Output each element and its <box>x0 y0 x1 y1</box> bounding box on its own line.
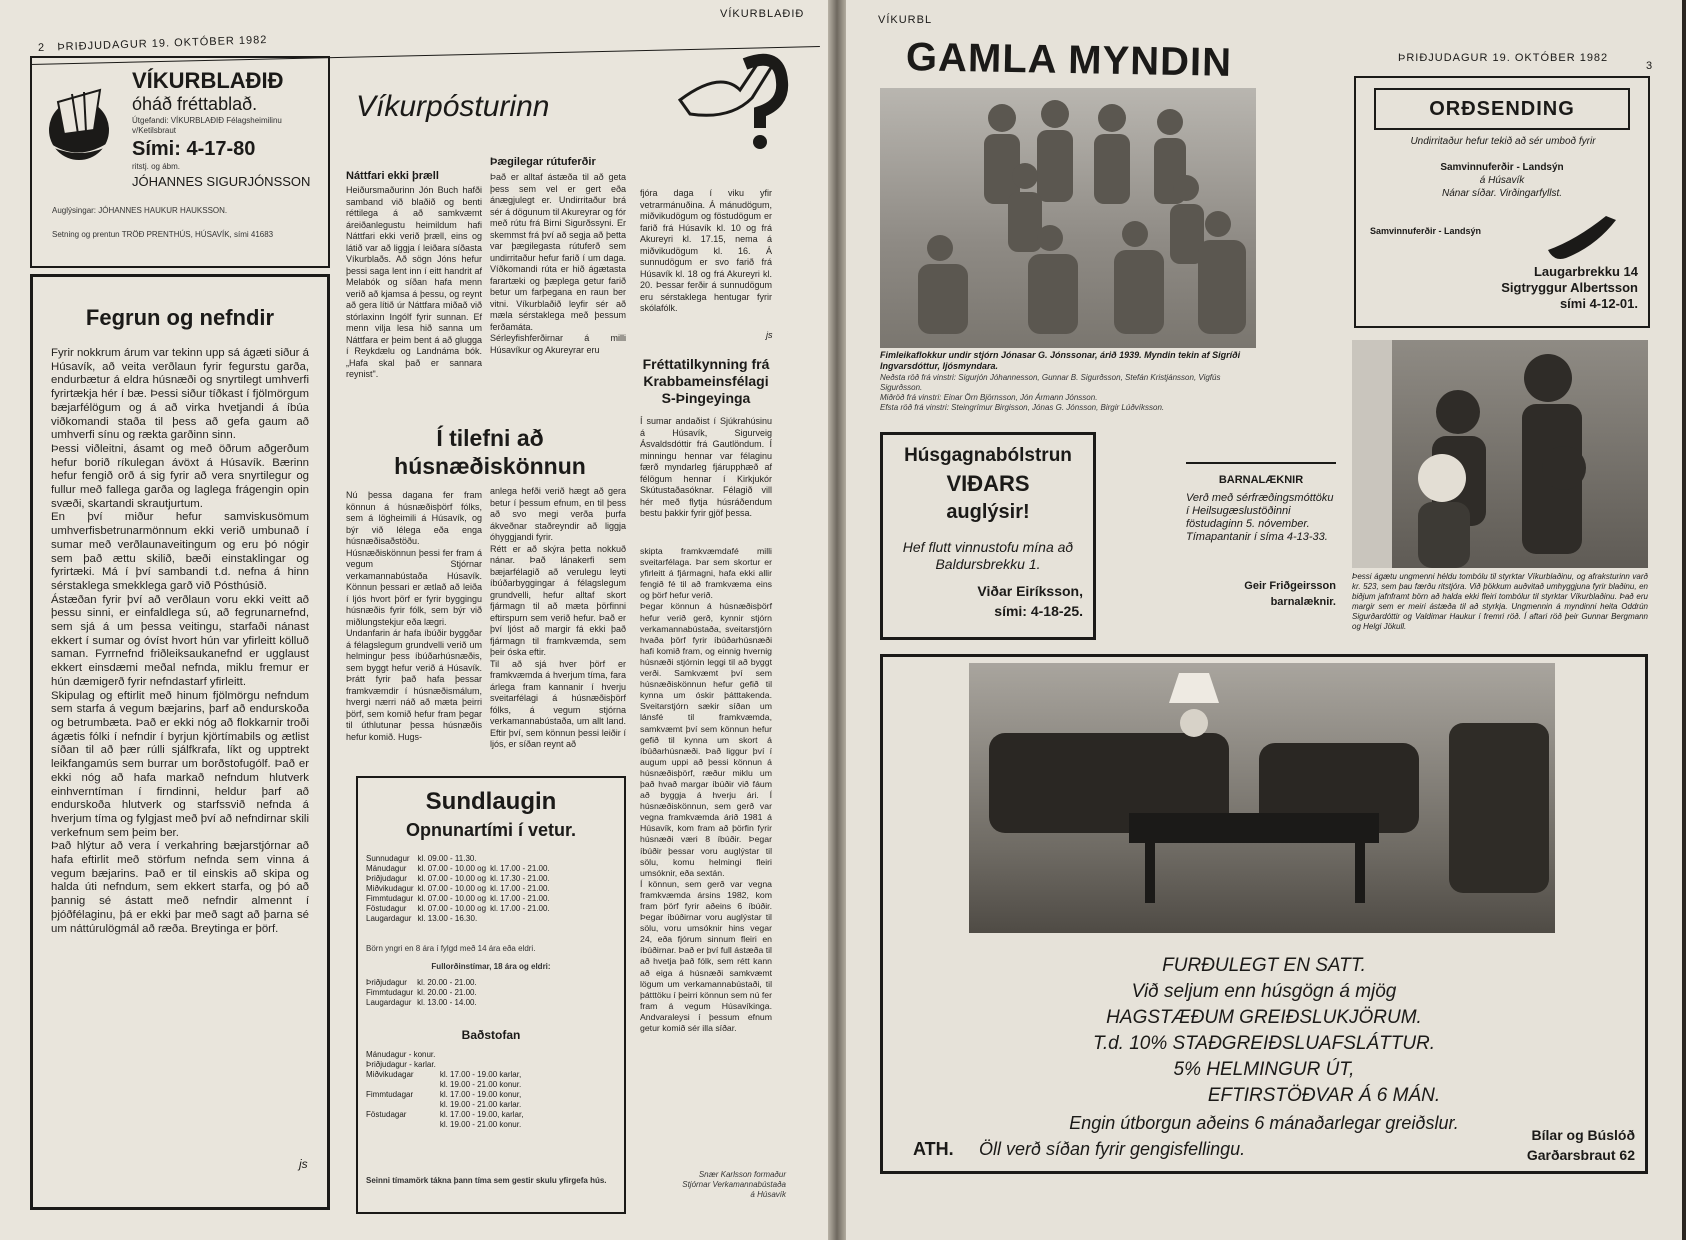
barnalaeknir-title: BARNALÆKNIR <box>1218 474 1304 486</box>
schedule-row <box>366 1090 527 1100</box>
schedule-row <box>366 914 554 924</box>
masthead-box <box>30 56 330 268</box>
schedule-cell-t2: kl. 17.00 - 21.00. <box>490 904 550 913</box>
right-newspaper-page <box>846 0 1682 1240</box>
rutuferdir-title: Þægilegar rútuferðir <box>490 156 596 168</box>
schedule-row <box>366 1080 527 1090</box>
ordsending-title-frame <box>1374 88 1630 130</box>
schedule-row <box>366 998 481 1008</box>
schedule-cell-t1: kl. 07.00 - 10.00 og <box>417 874 487 883</box>
nattfari-body: Heiðursmaðurinn Jón Buch hafði samband við blaðið og benti réttilega á að samkvæmt áreiðanlegustu heimildum hafi Náttfari ekki verið þræll, eins og látið var að liggja í leiðara síðasta Víkurblaðs. Að sögn Jóns hefur þessi saga lent inn í eitt handrit af Melabók og síðan hafa menn verið að kjamsa á þessu, og reynt að gera lítið úr Náttfara miðað við stórlaxinn Ingólf fyrir sunnan. Ef menn vilja lesa hið sanna um Náttfara er þeim bent á að glugga í Reykdælu og Landnáma bók. „Hafa skal það er sannara reynist". <box>346 185 482 379</box>
ad-line7: Engin útborgun aðeins 6 mánaðarlegar greiðslur. <box>1069 1113 1459 1133</box>
ad-ath-text: Öll verð síðan fyrir gengisfellingu. <box>979 1139 1246 1159</box>
swoosh-logo-icon <box>1546 206 1618 262</box>
left-header-date: ÞRIÐJUDAGUR 19. OKTÓBER 1982 <box>57 33 268 54</box>
ad-line4: T.d. 10% STAÐGREIÐSLUAFSLÁTTUR. <box>1092 1033 1436 1054</box>
schedule-cell-t2: kl. 17.00 - 21.00. <box>490 894 550 903</box>
husgagna-body: Hef flutt vinnustofu mína að Baldursbrekku 1. <box>902 539 1074 572</box>
viking-ship-logo <box>38 72 120 164</box>
schedule-row <box>366 988 481 998</box>
krabbamein-body: Í sumar andaðist í Sjúkrahúsinu á Húsavík, Sigurveig Ásvaldsdóttir frá Gautlöndum. Í minningu hennar var félaginu færð myndarleg fjárupphæð af félögum hennar í Kirkjukór Skútustaðasóknar. Félagið vill hér með flytja húsráðendum bestu þakkir fyrir gjöf þessa. <box>640 416 772 518</box>
schedule-row <box>366 1110 527 1120</box>
sofa-set-illustration <box>969 663 1555 933</box>
schedule-cell-t2: kl. 17.30 - 21.00. <box>490 874 550 883</box>
schedule-cell-day: Mánudagur <box>366 864 407 873</box>
schedule-row <box>366 894 554 904</box>
editorial-box <box>30 274 330 1210</box>
ordsending-brand: Samvinnuferðir - Landsýn <box>1370 226 1482 236</box>
children-silhouettes <box>1352 340 1648 568</box>
rutuferdir-continued: fjóra daga í viku yfir vetrarmánuðina. Á mánudögum, miðvikudögum og föstudögum er farið frá Húsavík kl. 10 og frá Akureyri kl. 17.15, nema á miðvikudögum kl. 16. Á sunnudögum er svo farið frá Húsavík kl. 18 og frá Akureyri kl. 20. Þessar ferðir á sunnudögum eru sérstaklega hentugar fyrir skólafólk. <box>640 188 772 313</box>
nattfari-title: Náttfari ekki þræll <box>346 170 439 182</box>
horn-question-icon <box>660 50 800 150</box>
schedule-cell-t1: kl. 13.00 - 14.00. <box>417 998 477 1007</box>
schedule-cell-day <box>366 1120 440 1130</box>
ordsending-address: Laugarbrekku 14 <box>1533 264 1638 279</box>
right-header-paper: VÍKURBL <box>878 14 933 26</box>
barnalaeknir-body: Verð með sérfræðingsmóttöku í Heilsugæslustöðinni föstudaginn 5. nóvember. Tímapantanir í síma 4-13-33. <box>1186 492 1334 543</box>
right-header-date: ÞRIÐJUDAGUR 19. OKTÓBER 1982 <box>1398 52 1609 64</box>
schedule-row <box>366 874 554 884</box>
ordsending-line4: Nánar síðar. Virðingarfyllst. <box>1441 188 1563 199</box>
masthead-editor-label: ritstj. og ábm. <box>132 162 181 171</box>
masthead-publisher: Útgefandi: VÍKURBLAÐIÐ Félagsheimilinu v/Ketilsbraut <box>132 116 282 135</box>
ad-line3: HAGSTÆÐUM GREIÐSLUKJÖRUM. <box>1106 1007 1422 1028</box>
schedule-cell-day: Laugardagur <box>366 998 412 1007</box>
barnalaeknir-rule <box>1186 462 1336 464</box>
right-page-number: 3 <box>1646 60 1654 72</box>
schedule-cell-t2: kl. 17.00 - 21.00. <box>490 884 550 893</box>
schedule-cell-day: Miðvikudagur <box>366 884 414 893</box>
schedule-cell-day: Miðvikudagar <box>366 1070 414 1079</box>
schedule-cell-t2 <box>490 914 554 924</box>
husgagna-phone: sími: 4-18-25. <box>994 603 1083 619</box>
ad-store-address: Garðarsbraut 62 <box>1526 1147 1635 1163</box>
sundlaugin-schedule <box>366 854 554 924</box>
husnaedi-title: Í tilefni að húsnæðiskönnun <box>394 425 586 479</box>
schedule-row <box>366 1070 527 1080</box>
sundlaugin-adult-schedule <box>366 978 481 1008</box>
ordsending-box <box>1354 76 1650 328</box>
schedule-row <box>366 1100 527 1110</box>
badstofa-title: Baðstofan <box>461 1028 521 1042</box>
schedule-cell-day: Þriðjudagur <box>366 874 407 883</box>
schedule-cell-t1 <box>440 1050 528 1060</box>
schedule-cell-day: Fimmtudagar <box>366 1090 414 1099</box>
schedule-cell-t1: kl. 13.00 - 16.30. <box>417 914 478 923</box>
ordsending-phone: sími 4-12-01. <box>1559 296 1638 311</box>
husnaedi-signature: Snær Karlsson formaður Stjórnar Verkamannabústaða á Húsavík <box>682 1170 786 1199</box>
schedule-cell-t1: kl. 19.00 - 21.00 konur. <box>439 1120 522 1129</box>
schedule-cell-day: Laugardagur <box>366 914 412 923</box>
schedule-row <box>366 978 481 988</box>
sundlaugin-title: Sundlaugin <box>425 788 557 815</box>
schedule-cell-day: Þriðjudagur - karlar. <box>366 1060 436 1069</box>
schedule-cell-t1: kl. 20.00 - 21.00. <box>417 978 477 987</box>
schedule-cell-t1: kl. 17.00 - 19.00, karlar, <box>439 1110 524 1119</box>
ordsending-line2: Samvinnuferðir - Landsýn <box>1440 162 1564 173</box>
schedule-cell-t1: kl. 07.00 - 10.00 og <box>417 864 487 873</box>
schedule-cell-t1: kl. 07.00 - 10.00 og <box>417 894 487 903</box>
furniture-ad-box <box>880 654 1648 1174</box>
sundlaugin-children-note: Börn yngri en 8 ára í fylgd með 14 ára eða eldri. <box>366 944 536 953</box>
tombola-caption: Þessi ágætu ungmenni héldu tombólu til styrktar Víkurblaðinu, og afraksturinn varð kr. 523, sem þau færðu ritstjóra. Við þökkum auðvitað umhyggjuna fyrir blaðinu, en biðjum jafnframt börn að halda ekki fleiri tombólur til styrktar Víkurblaðinu. Það eru margir sem er meiri ástæða til að styrkja. Ungmennin á myndinni heita Oddrún Sigurðardóttir og Valdimar Haukur í fremri röð. Í aftari röð þeir Gunnar Bergmann og Helgi Jökull. <box>1352 572 1648 631</box>
husgagna-title1: Húsgagnabólstrun <box>904 445 1072 466</box>
schedule-cell-day <box>366 1100 440 1110</box>
barnalaeknir-name: Geir Friðgeirsson <box>1244 580 1336 592</box>
schedule-cell-t1: kl. 07.00 - 10.00 og <box>417 904 487 913</box>
husgagna-title3: auglýsir! <box>946 501 1030 523</box>
ad-line5: 5% HELMINGUR ÚT, <box>1173 1059 1355 1080</box>
schedule-cell-day: Fimmtudagur <box>366 988 414 997</box>
ad-store-name: Bílar og Búslóð <box>1531 1127 1635 1143</box>
sundlaugin-adult-title: Fullorðinstímar, 18 ára og eldri: <box>431 962 551 971</box>
sundlaugin-subtitle: Opnunartími í vetur. <box>405 820 577 840</box>
ad-line6: EFTIRSTÖÐVAR Á 6 MÁN. <box>1207 1085 1441 1106</box>
photo-caption: Fimleikaflokkur undir stjórn Jónasar G. Jónssonar, árið 1939. Myndin tekin af Sigríði Ingvarsdóttur, ljósmyndara. <box>880 350 1241 371</box>
ad-line2: Við seljum enn húsgögn á mjög <box>1131 981 1397 1002</box>
left-newspaper-page <box>0 0 828 1240</box>
ordsending-line3: á Húsavík <box>1479 175 1525 186</box>
schedule-cell-day: Þriðjudagur <box>366 978 407 987</box>
rutuferdir-signature: js <box>766 330 773 340</box>
masthead-print: Setning og prentun TRÖÐ PRENTHÚS, HÚSAVÍK, sími 41683 <box>52 230 274 239</box>
husgagna-name: Viðar Eiríksson, <box>977 583 1083 599</box>
schedule-cell-day: Föstudagur <box>366 904 407 913</box>
ordsending-name: Sigtryggur Albertsson <box>1501 280 1638 295</box>
krabbamein-title: Fréttatilkynning frá Krabbameinsfélagi S-Þingeyinga <box>642 356 770 406</box>
tombola-children-photo <box>1352 340 1648 568</box>
ad-line1: FURÐULEGT EN SATT. <box>1162 955 1366 976</box>
team-silhouettes <box>880 88 1256 348</box>
vikurposturinn-title: Víkurpósturinn <box>356 90 550 123</box>
gymnastics-team-photo <box>880 88 1256 348</box>
barnalaeknir-role: barnalæknir. <box>1270 596 1336 608</box>
schedule-row <box>366 884 554 894</box>
rutuferdir-body: Það er alltaf ástæða til að geta þess sem vel er gert eða ánægjulegt er. Undirritaður brá sér á dögunum til Akureyrar og fór með rútu frá Birni Sigurðssyni. Er skemmst frá því að segja að þetta var þægilegasta rútuferð sem undirritaður hefur farið í um daga. Víðkomandi rúta er hið ágætasta farartæki og þæplega getur farið betur um farþegana en raun ber vitni. Víkurblaðið leyfir sér að mæla sérstaklega með þessum ferðamáta. Sérleyfishferðirnar á milli Húsavíkur og Akureyrar eru <box>490 172 626 355</box>
schedule-cell-t1: kl. 09.00 - 11.30. <box>417 854 477 863</box>
ordsending-title: ORÐSENDING <box>1429 98 1575 120</box>
schedule-cell-day: Föstudagar <box>366 1110 407 1119</box>
photo-caption-names: Neðsta röð frá vinstri: Sigurjón Jóhannesson, Gunnar B. Sigurðsson, Stefán Kristjánsson, Vigfús Sigurðsson. Miðröð frá vinstri: Einar Örn Björnsson, Jón Ármann Jónsson. Efsta röð frá vinstri: Steingrímur Birgisson, Jónas G. Jónsson, Birgir Lúðvíksson. <box>880 373 1221 412</box>
masthead-ads: Auglýsingar: JÓHANNES HAUKUR HAUKSSON. <box>52 206 228 215</box>
editorial-signature: js <box>299 1157 308 1171</box>
masthead-title: VÍKURBLAÐIÐ <box>132 68 284 93</box>
schedule-cell-day: Sunnudagur <box>366 854 410 863</box>
sundlaugin-footnote: Seinni tímamörk tákna þann tíma sem gestir skulu yfirgefa hús. <box>366 1176 607 1185</box>
schedule-row <box>366 1120 527 1130</box>
badstofa-schedule <box>366 1050 527 1130</box>
masthead-editor: JÓHANNES SIGURJÓNSSON <box>132 174 311 189</box>
schedule-row <box>366 1060 527 1070</box>
schedule-row <box>366 904 554 914</box>
husnaedi-col1: Nú þessa dagana fer fram könnun á húsnæðisþörf fólks, sem á lögheimili á Húsavík, og býr við lélega eða enga húsnæðisaðstöðu. Húsnæðiskönnun þessi fer fram á vegum Stjórnar verkamannabústaða Húsavík. Könnun þessari er ætlað að leiða í ljós hvort þörf er fyrir byggingu húsnæðis fyrir fólk, sem býr við miðlungstekjur eða lægri. Undanfarin ár hafa íbúðir byggðar á félagslegum grundvelli verið um helmingur þess íbúðarhúsnæðis, sem byggt hefur verið á Húsavík. Þrátt fyrir það hafa þessar framkvæmdir í húsnæðismálum, hvergi nærri náð að mæta þeirri þörf, sem komið hefur fram þegar til úthlutunar þessa húsnæðis hefur komið. Hugs- <box>346 490 482 742</box>
schedule-cell-t2 <box>490 854 554 864</box>
husgagna-title2: VIÐARS <box>946 471 1030 496</box>
left-header-paper: VÍKURBLAÐIÐ <box>720 8 805 20</box>
schedule-row <box>366 854 554 864</box>
ad-ath-label: ATH. <box>913 1139 954 1159</box>
schedule-cell-t1: kl. 20.00 - 21.00. <box>417 988 477 997</box>
schedule-row <box>366 864 554 874</box>
schedule-cell-t1 <box>440 1060 528 1070</box>
masthead-tagline: óháð fréttablað. <box>132 94 258 114</box>
schedule-cell-day <box>366 1080 440 1090</box>
book-spine <box>828 0 846 1240</box>
husnaedi-continued: skipta framkvæmdafé milli sveitarfélaga. Þar sem skortur er yfirleitt á fjármagni, hafa ekki allir fengið fé til að framkvæma eins og þörf hefur verið. Þegar könnun á húsnæðisþörf hefur verið gerð, kynnir stjórn verkamannabústaða, sveitarstjórn hvaða þörf fyrir íbúðarhúsnæði hafi komið fram, og einnig hvernig húsnæði stjórnin leggi til að byggt verði. Samkvæmt því sem húsnæðiskönnun hefur gefið til kynna um óskir þátttakenda. Sveitarstjórn sækir síðan um lánsfé til framkvæmda, samkvæmt því sem könnun hefur gefið til kynna um skort á íbúðarhúsnæði. Það liggur því í augum uppi að þessi könnun á húsnæðisþörf, ræður miklu um það hvað margar íbúðir við fáum að byggja á hverju ári. Í húsnæðiskönnun, sem gerð var vegna framkvæmda árið 1981 á Húsavík, kom fram að þörfin fyrir húsnæði væri 8 íbúðir. Þegar íbúðir þessar voru auglýstar til sölu, komu helmingi fleiri umsóknir, eða sextán. Í könnun, sem gerð var vegna framkvæmda ársins 1982, kom fram þörf fyrir aðeins 6 íbúðir. Þegar íbúðirnar voru auglýstar til sölu, voru umsóknir hins vegar 24, eða fjórum sinnum fleiri en íbúðirnar. Það er því full ástæða til að hvetja það fólk, sem rétt kann að eiga á húsnæði samkvæmt lögum um verkamannabústaði, til þátttöku í þeirri könnun sem nú fer fram á vegum Húsavíkinga. Andvaraleysi í þessum efnum getur komið sér illa síðar. <box>640 546 772 1034</box>
schedule-cell-t1: kl. 07.00 - 10.00 og <box>417 884 487 893</box>
editorial-body: Fyrir nokkrum árum var tekinn upp sá ágæti siður á Húsavík, að veita verðlaun fyrir fegurstu garða, endurbætur á eldra húsnæði og snyrtilegt umhverfi fyrirtækja hér í bæ. Þessi siður tíðkast í fjölmörgum bæjarfélögum og á að virka hvetjandi á íbúa viðkomandi staða til þess að gefa gaum að umhverfi sínu og rækta garðinn sinn. Þessi viðleitni, ásamt og með öðrum aðgerðum hefur borið ríkulegan ávöxt á Húsavík. Bærinn hefur fengið orð á sig fyrir að vera snyrtilegur og fullur með fallega garða og laglega frágengin opin svæði, skartandi skrautjurtum. En því miður hefur samviskusömum umhverfisbetrunarmönnum ekki verið umbunað í sumar með verðlaunaveitingum og eru þó nógir sem það ættu skilið, bæði einstaklingar og fyrirtæki. Má í því sambandi t.d. nefna á hinn sérstaklega smekklega garð við Pósthúsið. Ástæðan fyrir því að verðlaun voru ekki veitt að þessu sinni, er einfaldlega sú, að fegrunarnefnd, sem sjá á um þessa veitingu, starfaði nánast ekkert í sumar og óvíst hvort hún var yfirleitt kölluð saman. Fyrrnefnd friðleiksaukanefnd er ugglaust ekkert einsdæmi meðal nefnda, miklu fremur er hún dæmigerð fyrir nefndastarf yfirleitt. Skipulag og eftirlit með hinum fjölmörgu nefndum sem starfa á vegum bæjarins, þarf að endurskoða og betrumbæta. Það er ekki nóg að flokkarnir troði ágætis fólki í nefndir í byrjun kjörtímabils og ætlist síðan til að þær rúlli sjálfkrafa, líkt og upptrekt leikfangamús sem burrar um borðstofugólf. Það er ekki nóg að hafa markað nefndum hlutverk einhverntíman í firndinni, heldur þarf að endurskoða hlutverk og starfssvið nefnda á hverjum tíma og fylgjast með því að nefndirnar skili verkefnum sem þeim ber. Það hlýtur að vera í verkahring bæjarstjórnar að hafa eftirlit með störfum nefnda sem vinna á vegum bæjarins. Það er til einskis að skipa og halda úti nefndum, sem ekkert starfa, og þó að þannig sé ástatt með nefndir almennt í þjóðfélaginu, þá er ekki þar með sagt að þarna sé um náttúrulögmál að ræða. Breytinga er þörf. <box>51 347 309 935</box>
schedule-cell-day: Mánudagur - konur. <box>366 1050 436 1059</box>
gamla-myndin-title: GAMLA MYNDIN <box>905 35 1233 85</box>
schedule-cell-t2: kl. 17.00 - 21.00. <box>490 864 550 873</box>
left-page-number: 2 <box>37 41 46 55</box>
editorial-title: Fegrun og nefndir <box>85 305 275 330</box>
schedule-cell-t1: kl. 19.00 - 21.00 karlar. <box>439 1100 522 1109</box>
schedule-cell-t1: kl. 17.00 - 19.00 konur, <box>439 1090 522 1099</box>
ordsending-line1: Undirritaður hefur tekið að sér umboð fyrir <box>1410 136 1596 147</box>
husgagnabolstrun-box <box>880 432 1096 640</box>
husnaedi-col2: anlega hefði verið hægt að gera betur í þessum efnum, en til þess að svo megi verða þurfa ákveðnar staðreyndir að liggja óhyggjandi fyrir. Rétt er að skýra þetta nokkuð nánar. Það lánakerfi sem bæjarfélagið að verulegu leyti íbúðarbyggingar á félagslegum grundvelli, hefur alltaf skort fjármagn til að mæta þörfinni eftirspurn sem verið hefur. Það er því ljóst að margir fá ekki það fjármagn til framkvæmda, sem þeir óska eftir. Til að sjá hver þörf er framkvæmda á hverjum tíma, fara árlega fram kannanir í hverju sveitarfélagi á húsnæðisþörf fólks, á vegum stjórna verkamannabústaða, um allt land. Eftir því, sem könnun þessi leiðir í ljós, er síðan reynt að <box>490 486 626 749</box>
schedule-cell-t1: kl. 17.00 - 19.00 karlar, <box>439 1070 522 1079</box>
sundlaugin-box <box>356 776 626 1214</box>
schedule-cell-t1: kl. 19.00 - 21.00 konur. <box>439 1080 522 1089</box>
left-header <box>38 34 268 54</box>
masthead-phone: Sími: 4-17-80 <box>132 138 256 160</box>
schedule-cell-day: Fimmtudagur <box>366 894 414 903</box>
furniture-photo <box>969 663 1555 933</box>
schedule-row <box>366 1050 527 1060</box>
